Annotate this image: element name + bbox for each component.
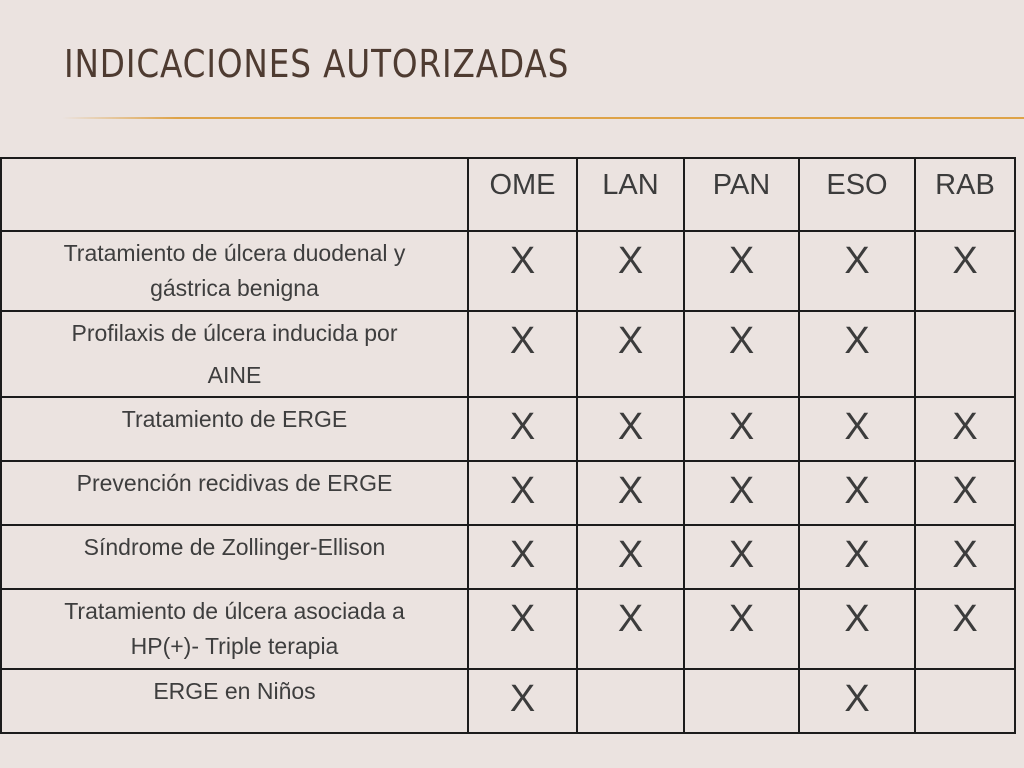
- mark-cell-eso: X: [799, 669, 915, 733]
- mark-cell-ome: X: [468, 589, 577, 669]
- row-label-line: Síndrome de Zollinger-Ellison: [83, 534, 386, 560]
- column-header-lan: LAN: [577, 158, 684, 231]
- table-row: [1, 397, 1015, 461]
- mark-cell-lan: X: [577, 461, 684, 525]
- indications-table: [0, 157, 1016, 734]
- mark-cell-rab: [915, 311, 1015, 397]
- row-label-line: Profilaxis de úlcera inducida por: [71, 320, 398, 346]
- column-header-ome: OME: [468, 158, 577, 231]
- mark-cell-lan: X: [577, 525, 684, 589]
- row-label: [1, 589, 468, 669]
- column-header-pan: PAN: [684, 158, 799, 231]
- mark-cell-eso: X: [799, 311, 915, 397]
- mark-cell-ome: X: [468, 231, 577, 311]
- mark-cell-lan: X: [577, 397, 684, 461]
- row-label: [1, 669, 468, 733]
- row-label-line: Tratamiento de úlcera duodenal y: [63, 240, 406, 266]
- row-label: [1, 231, 468, 311]
- mark-cell-rab: X: [915, 397, 1015, 461]
- header-row: [1, 158, 1015, 231]
- mark-cell-lan: X: [577, 589, 684, 669]
- corner-cell: [1, 158, 468, 231]
- mark-cell-rab: [915, 669, 1015, 733]
- mark-cell-rab: X: [915, 461, 1015, 525]
- mark-cell-ome: X: [468, 669, 577, 733]
- column-header-eso: ESO: [799, 158, 915, 231]
- row-label: [1, 311, 468, 397]
- mark-cell-pan: [684, 669, 799, 733]
- mark-cell-lan: X: [577, 311, 684, 397]
- mark-cell-pan: X: [684, 311, 799, 397]
- mark-cell-lan: [577, 669, 684, 733]
- row-label-line: Prevención recidivas de ERGE: [76, 470, 393, 496]
- row-label: [1, 461, 468, 525]
- mark-cell-ome: X: [468, 397, 577, 461]
- title-area: [64, 40, 652, 88]
- table-row: [1, 669, 1015, 733]
- row-label-line: HP(+)- Triple terapia: [130, 633, 339, 659]
- table-row: [1, 589, 1015, 669]
- row-label-line: Tratamiento de ERGE: [121, 406, 348, 432]
- mark-cell-eso: X: [799, 397, 915, 461]
- column-header-rab: RAB: [915, 158, 1015, 231]
- table-row: [1, 231, 1015, 311]
- row-label-line: Tratamiento de úlcera asociada a: [64, 598, 405, 624]
- mark-cell-pan: X: [684, 589, 799, 669]
- mark-cell-ome: X: [468, 461, 577, 525]
- row-label: [1, 525, 468, 589]
- table-row: [1, 311, 1015, 397]
- row-label: [1, 397, 468, 461]
- mark-cell-lan: X: [577, 231, 684, 311]
- row-label-line: ERGE en Niños: [153, 678, 316, 704]
- mark-cell-pan: X: [684, 231, 799, 311]
- mark-cell-pan: X: [684, 397, 799, 461]
- mark-cell-rab: X: [915, 589, 1015, 669]
- mark-cell-eso: X: [799, 231, 915, 311]
- mark-cell-eso: X: [799, 461, 915, 525]
- mark-cell-eso: X: [799, 589, 915, 669]
- row-label-line: AINE: [207, 362, 262, 388]
- mark-cell-ome: X: [468, 311, 577, 397]
- title-divider: [62, 117, 1024, 119]
- mark-cell-rab: X: [915, 231, 1015, 311]
- mark-cell-eso: X: [799, 525, 915, 589]
- mark-cell-ome: X: [468, 525, 577, 589]
- mark-cell-pan: X: [684, 525, 799, 589]
- slide-title: INDICACIONES AUTORIZADAS: [64, 42, 570, 86]
- table-row: [1, 525, 1015, 589]
- mark-cell-rab: X: [915, 525, 1015, 589]
- mark-cell-pan: X: [684, 461, 799, 525]
- table-row: [1, 461, 1015, 525]
- row-label-line: gástrica benigna: [150, 275, 319, 301]
